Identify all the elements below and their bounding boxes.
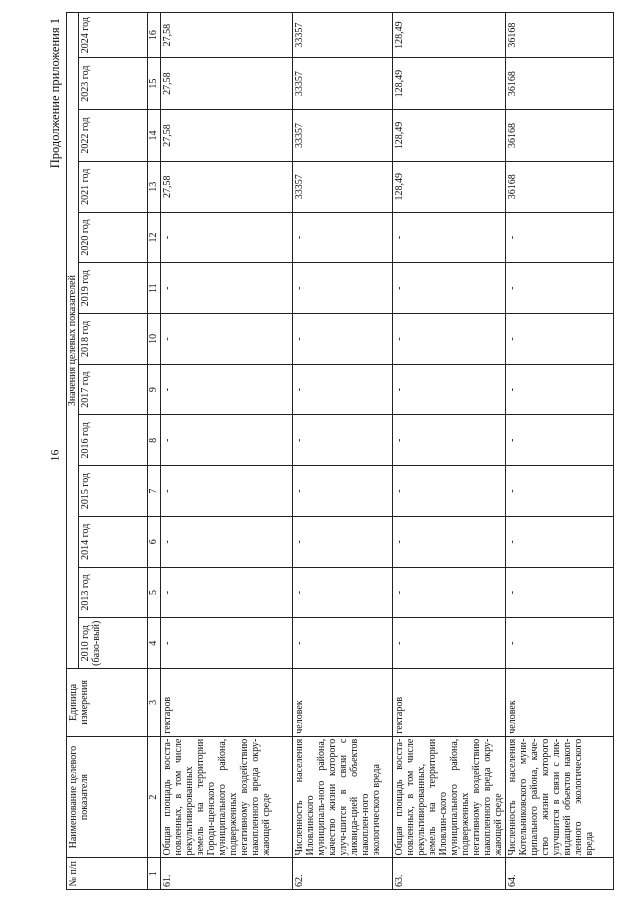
header-year: 2015 год	[79, 466, 148, 517]
value-cell: -	[393, 466, 506, 517]
column-number: 16	[148, 13, 161, 58]
column-number: 10	[148, 314, 161, 365]
value-cell: -	[393, 618, 506, 669]
column-number-row	[148, 13, 161, 890]
indicator-name: Общая площадь восста-новленных, в том числе рекультивированных, земель на территории Иловлин-ского муниципального района, подверженных негативному воздействию накопленного вреда окру-жающей среде	[393, 736, 506, 858]
header-unit: Единица измерения	[67, 669, 148, 737]
header-year: 2010 год (базо-вый)	[79, 618, 148, 669]
column-number: 5	[148, 567, 161, 618]
value-cell: 27,58	[161, 58, 293, 110]
value-cell: -	[293, 263, 393, 314]
value-cell: -	[506, 466, 614, 517]
value-cell: -	[293, 618, 393, 669]
row-number: 62.	[293, 858, 393, 890]
value-cell: 33357	[293, 58, 393, 110]
value-cell: -	[506, 263, 614, 314]
value-cell: -	[393, 314, 506, 365]
header-year: 2023 год	[79, 58, 148, 110]
column-number: 1	[148, 858, 161, 890]
value-cell: -	[293, 567, 393, 618]
value-cell: -	[393, 567, 506, 618]
value-cell: -	[293, 516, 393, 567]
header-year: 2020 год	[79, 212, 148, 263]
header-year: 2024 год	[79, 13, 148, 58]
value-cell: 33357	[293, 110, 393, 162]
value-cell: -	[393, 212, 506, 263]
unit-cell: человек	[293, 669, 393, 737]
value-cell: -	[293, 466, 393, 517]
header-year: 2021 год	[79, 161, 148, 212]
value-cell: 27,58	[161, 161, 293, 212]
value-cell: 36168	[506, 13, 614, 58]
value-cell: -	[506, 364, 614, 415]
header-year: 2022 год	[79, 110, 148, 162]
value-cell: 128,49	[393, 110, 506, 162]
value-cell: 36168	[506, 58, 614, 110]
value-cell: -	[293, 364, 393, 415]
header-year: 2019 год	[79, 263, 148, 314]
value-cell: -	[161, 314, 293, 365]
indicator-name: Численность населения Иловлинского муниципаль-ного района, качество жизни которого улуч-шится в связи с ликвида-цией объектов накоплен-ного экологического вреда	[293, 736, 393, 858]
page-number: 16	[47, 449, 62, 462]
unit-cell: гектаров	[161, 669, 293, 737]
value-cell: -	[161, 364, 293, 415]
value-cell: -	[161, 212, 293, 263]
value-cell: -	[161, 567, 293, 618]
header-values-group: Значения целевых показателей	[67, 13, 79, 669]
indicator-name: Общая площадь восста-новленных, в том числе рекультивированных земель на территории Городи-щенского муниципального района, подверженных негативному воздействию накопленного вреда окру-жающей среде	[161, 736, 293, 858]
target-indicators-table	[66, 12, 614, 890]
column-number: 4	[148, 618, 161, 669]
column-number: 8	[148, 415, 161, 466]
header-no: № п/п	[67, 858, 148, 890]
table-row	[506, 13, 614, 890]
table-row	[161, 13, 293, 890]
value-cell: 33357	[293, 161, 393, 212]
unit-cell: человек	[506, 669, 614, 737]
value-cell: -	[161, 263, 293, 314]
table-row	[293, 13, 393, 890]
value-cell: 36168	[506, 110, 614, 162]
header-row-1	[67, 13, 79, 890]
column-number: 6	[148, 516, 161, 567]
column-number: 12	[148, 212, 161, 263]
value-cell: -	[161, 618, 293, 669]
header-year: 2018 год	[79, 314, 148, 365]
column-number: 13	[148, 161, 161, 212]
column-number: 14	[148, 110, 161, 162]
header-year: 2014 год	[79, 516, 148, 567]
value-cell: -	[393, 516, 506, 567]
column-number: 7	[148, 466, 161, 517]
unit-cell: гектаров	[393, 669, 506, 737]
header-name: Наименование целевого показателя	[67, 736, 148, 858]
value-cell: -	[506, 314, 614, 365]
column-number: 11	[148, 263, 161, 314]
row-number: 63.	[393, 858, 506, 890]
indicator-name: Численность населения Котельниковского муни-ципального района, каче-ство жизни которого улучшится в связи с лик-видацией объектов накоп-ленного экологического вреда	[506, 736, 614, 858]
value-cell: 128,49	[393, 13, 506, 58]
value-cell: -	[161, 466, 293, 517]
header-year: 2013 год	[79, 567, 148, 618]
header-year: 2017 год	[79, 364, 148, 415]
header-year: 2016 год	[79, 415, 148, 466]
continuation-label: Продолжение приложения 1	[48, 18, 62, 169]
column-number: 9	[148, 364, 161, 415]
column-number: 2	[148, 736, 161, 858]
value-cell: -	[506, 212, 614, 263]
value-cell: -	[161, 516, 293, 567]
column-number: 3	[148, 669, 161, 737]
value-cell: -	[393, 364, 506, 415]
value-cell: -	[293, 415, 393, 466]
value-cell: 128,49	[393, 58, 506, 110]
value-cell: -	[506, 516, 614, 567]
value-cell: -	[506, 415, 614, 466]
value-cell: -	[161, 415, 293, 466]
value-cell: -	[293, 212, 393, 263]
rotated-page-content	[46, 12, 618, 890]
value-cell: 36168	[506, 161, 614, 212]
value-cell: 27,58	[161, 13, 293, 58]
column-number: 15	[148, 58, 161, 110]
value-cell: 33357	[293, 13, 393, 58]
value-cell: 27,58	[161, 110, 293, 162]
value-cell: -	[506, 567, 614, 618]
row-number: 64.	[506, 858, 614, 890]
value-cell: 128,49	[393, 161, 506, 212]
row-number: 61.	[161, 858, 293, 890]
value-cell: -	[393, 415, 506, 466]
value-cell: -	[293, 314, 393, 365]
table-row	[393, 13, 506, 890]
value-cell: -	[393, 263, 506, 314]
value-cell: -	[506, 618, 614, 669]
